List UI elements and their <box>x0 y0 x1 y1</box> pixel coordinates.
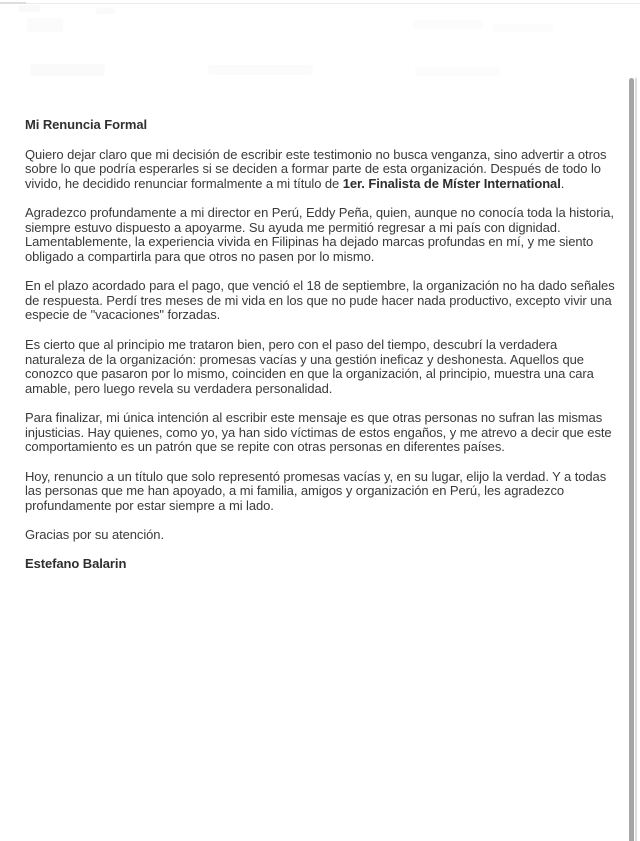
text-segment: obligado a compartirla para que otros no pasen por lo mismo. <box>25 248 375 264</box>
text-line <box>25 308 625 323</box>
letter-document <box>25 118 625 572</box>
text-line <box>25 235 625 250</box>
document-title: Mi Renuncia Formal <box>25 117 148 132</box>
faded-header-artifact <box>30 64 105 76</box>
text-line <box>25 367 625 382</box>
text-segment: Hoy, renuncio a un título que solo representó promesas vacías y, en su lugar, elijo la verdad. Y a todas <box>25 468 607 484</box>
faded-header-artifact <box>18 5 40 12</box>
signature-name: Estefano Balarin <box>25 556 127 572</box>
paragraph <box>25 338 625 396</box>
text-segment: Es cierto que al principio me trataron bien, pero con el paso del tiempo, descubrí la verdadera <box>25 337 558 353</box>
text-line <box>25 440 625 455</box>
text-line <box>25 484 625 499</box>
text-line <box>25 499 625 514</box>
paragraph <box>25 279 625 323</box>
text-line <box>25 279 625 294</box>
text-segment: En el plazo acordado para el pago, que venció el 18 de septiembre, la organización no ha dado señales <box>25 278 615 294</box>
text-segment: las personas que me han apoyado, a mi familia, amigos y organización en Perú, les agradezco <box>25 483 565 499</box>
faded-header-artifact <box>95 8 115 14</box>
text-line <box>25 338 625 353</box>
text-segment: conozco que pasaron por lo mismo, coinciden en que la organización, al principio, muestra una cara <box>25 366 594 382</box>
text-segment: sobre lo que podría esperarles si se deciden a formar parte de esta organización. Después de todo lo <box>25 161 601 177</box>
text-line <box>25 353 625 368</box>
text-segment: comportamiento es un patrón que se repite con otras personas en diferentes países. <box>25 439 505 455</box>
text-line <box>25 411 625 426</box>
text-segment: Lamentablemente, la experiencia vivida en Filipinas ha dejado marcas profundas en mí, y me siento <box>25 234 594 250</box>
text-segment: siempre estuvo dispuesto a apoyarme. Su ayuda me permitió regresar a mi país con dignidad. <box>25 219 561 235</box>
text-segment: amable, pero luego revela su verdadera personalidad. <box>25 380 333 396</box>
text-line <box>25 206 625 221</box>
paragraph <box>25 148 625 192</box>
paragraph <box>25 411 625 455</box>
top-divider-line <box>0 3 640 4</box>
text-segment: naturaleza de la organización: promesas vacías y una gestión ineficaz y deshonesta. Aquellos que <box>25 351 584 367</box>
text-line <box>25 470 625 485</box>
faded-header-artifact <box>27 18 63 32</box>
text-segment: . <box>560 175 565 191</box>
text-segment: de respuesta. Perdí tres meses de mi vida en los que no pude hacer nada productivo, excepto vivir una <box>25 292 612 308</box>
faded-header-artifact <box>415 66 500 76</box>
text-line <box>25 382 625 397</box>
text-segment: profundamente por estar siempre a mi lado. <box>25 497 274 513</box>
faded-header-artifact <box>413 20 483 30</box>
paragraph <box>25 470 625 514</box>
top-divider-accent <box>0 2 26 4</box>
paragraph <box>25 206 625 264</box>
text-line <box>25 426 625 441</box>
paragraphs-container <box>25 148 625 514</box>
text-segment: injusticias. Hay quienes, como yo, ya han sido víctimas de estos engaños, y me atrevo a decir que este <box>25 424 612 440</box>
text-segment: Para finalizar, mi única intención al escribir este mensaje es que otras personas no sufran las mismas <box>25 410 603 426</box>
text-segment: vivido, he decidido renunciar formalmente a mi título de <box>25 175 343 191</box>
text-line <box>25 294 625 309</box>
scrollbar-thumb[interactable] <box>629 78 634 841</box>
bold-text-segment: 1er. Finalista de Míster International <box>342 175 561 191</box>
text-line <box>25 177 625 192</box>
closing-text: Gracias por su atención. <box>25 527 164 543</box>
text-segment: Quiero dejar claro que mi decisión de escribir este testimonio no busca venganza, sino advertir a otros <box>25 146 607 162</box>
text-segment: especie de "vacaciones" forzadas. <box>25 307 221 323</box>
scrollbar-track <box>635 78 637 841</box>
text-segment: Agradezco profundamente a mi director en Perú, Eddy Peña, quien, aunque no conocía toda la historia, <box>25 205 614 221</box>
text-line <box>25 148 625 163</box>
text-line <box>25 250 625 265</box>
faded-header-artifact <box>493 24 553 32</box>
text-line <box>25 162 625 177</box>
text-line <box>25 221 625 236</box>
faded-header-artifact <box>208 65 313 75</box>
